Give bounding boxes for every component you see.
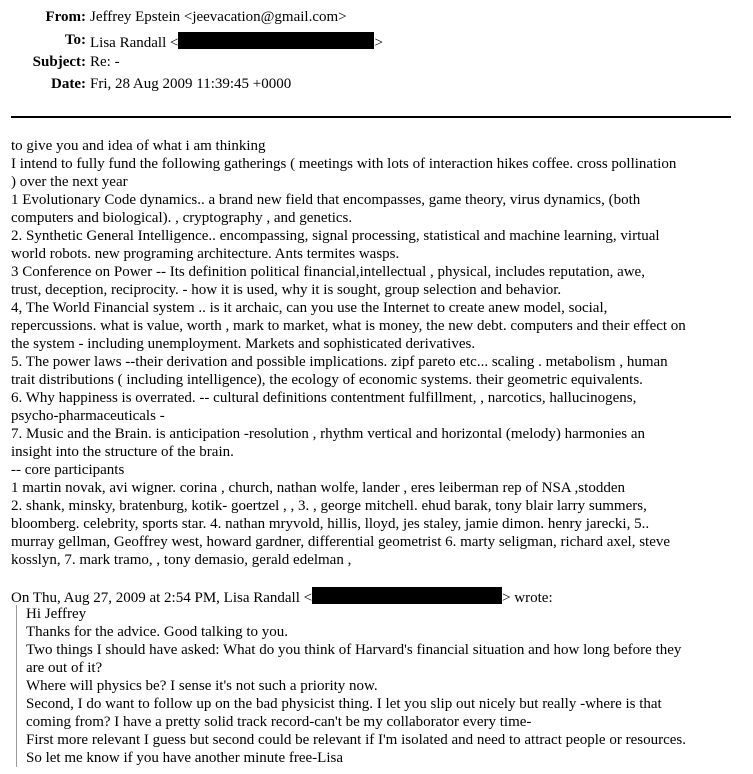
body-line: 6. Why happiness is overrated. -- cultural definitions contentment fulfillment, , narcotics, hallucinogens, bbox=[11, 390, 637, 406]
body-line: kosslyn, 7. mark tramo, , tony demasio, gerald edelman , bbox=[11, 552, 352, 568]
body-line: 2. Synthetic General Intelligence.. encompassing, signal processing, statistical and machine learning, virtual bbox=[11, 228, 660, 244]
quote-line: First more relevant I guess but second could be relevant if I'm isolated and need to attract people or resources. bbox=[26, 732, 686, 748]
quote-line: Thanks for the advice. Good talking to you. bbox=[26, 624, 289, 640]
subject-label: Subject: bbox=[32, 54, 86, 70]
body-line: computers and biological). , cryptography , and genetics. bbox=[11, 210, 353, 226]
quoted-message bbox=[16, 605, 746, 767]
date-label: Date: bbox=[51, 76, 86, 92]
redaction-box bbox=[312, 587, 502, 604]
body-line: world robots. new programing architecture. Ants termites wasps. bbox=[11, 246, 400, 262]
quote-attribution-prefix: On Thu, Aug 27, 2009 at 2:54 PM, Lisa Randall < bbox=[11, 590, 313, 606]
redaction-box bbox=[178, 32, 374, 49]
to-bracket: > bbox=[374, 35, 383, 51]
body-line: to give you and idea of what i am thinking bbox=[11, 138, 266, 154]
date-row bbox=[0, 76, 700, 94]
to-name: Lisa Randall < bbox=[90, 35, 179, 51]
quote-line: coming from? I have a pretty solid track record-can't be my collaborator every time- bbox=[26, 714, 532, 730]
body-line: 1 Evolutionary Code dynamics.. a brand new field that encompasses, game theory, virus dynamics, (both bbox=[11, 192, 641, 208]
quote-attribution bbox=[11, 587, 553, 607]
to-row bbox=[0, 32, 700, 50]
from-value: Jeffrey Epstein <jeevacation@gmail.com> bbox=[90, 9, 347, 25]
quote-line: Where will physics be? I sense it's not such a priority now. bbox=[26, 678, 378, 694]
quote-line: Two things I should have asked: What do you think of Harvard's financial situation and how long before they bbox=[26, 642, 682, 658]
body-line: trait distributions ( including intelligence), the ecology of economic systems. their geometric equivalents. bbox=[11, 372, 643, 388]
body-line: insight into the structure of the brain. bbox=[11, 444, 234, 460]
to-label: To: bbox=[64, 32, 86, 48]
quote-line: are out of it? bbox=[26, 660, 103, 676]
subject-value: Re: - bbox=[90, 54, 120, 70]
body-line: the system - including unemployment. Markets and sophisticated derivatives. bbox=[11, 336, 476, 352]
body-line: ) over the next year bbox=[11, 174, 128, 190]
body-line: murray gellman, Geoffrey west, howard gardner, differential geometrist 6. marty seligman, richard axel, steve bbox=[11, 534, 671, 550]
quote-line: Second, I do want to follow up on the bad physicist thing. I let you slip out nicely but really -where is that bbox=[26, 696, 662, 712]
from-row bbox=[0, 9, 700, 27]
quote-attribution-suffix: > wrote: bbox=[502, 590, 553, 606]
body-line: 3 Conference on Power -- Its definition political financial,intellectual , physical, includes reputation, awe, bbox=[11, 264, 645, 280]
header-divider bbox=[11, 116, 731, 118]
body-line: -- core participants bbox=[11, 462, 125, 478]
from-label: From: bbox=[45, 9, 86, 25]
body-line: 7. Music and the Brain. is anticipation -resolution , rhythm vertical and horizontal (melody) harmonies an bbox=[11, 426, 646, 442]
body-line: 5. The power laws --their derivation and possible implications. zipf pareto etc... scaling . metabolism , human bbox=[11, 354, 668, 370]
body-line: psycho-pharmaceuticals - bbox=[11, 408, 165, 424]
quote-line: So let me know if you have another minute free-Lisa bbox=[26, 750, 343, 766]
body-line: 4, The World Financial system .. is it archaic, can you use the Internet to create anew model, social, bbox=[11, 300, 608, 316]
date-value: Fri, 28 Aug 2009 11:39:45 +0000 bbox=[90, 76, 292, 92]
body-line: bloomberg. celebrity, sports star. 4. nathan mryvold, hillis, lloyd, jes staley, jamie dimon. henry jarecki, 5.. bbox=[11, 516, 650, 532]
subject-row bbox=[0, 54, 700, 72]
body-line: I intend to fully fund the following gatherings ( meetings with lots of interaction hikes coffee. cross pollination bbox=[11, 156, 677, 172]
to-value bbox=[90, 32, 383, 52]
message-body bbox=[11, 137, 746, 569]
quote-line: Hi Jeffrey bbox=[26, 606, 87, 622]
body-line: 1 martin novak, avi wigner. corina , church, nathan wolfe, lander , eres leiberman rep of NSA ,stodden bbox=[11, 480, 625, 496]
body-line: repercussions. what is value, worth , mark to market, what is money, the new debt. computers and their effect on bbox=[11, 318, 686, 334]
body-line: trust, deception, reciprocity. - how it is used, why it is sought, group selection and behavior. bbox=[11, 282, 562, 298]
body-line: 2. shank, minsky, bratenburg, kotik- goertzel , , 3. , george mitchell. ehud barak, tony blair larry summers, bbox=[11, 498, 647, 514]
